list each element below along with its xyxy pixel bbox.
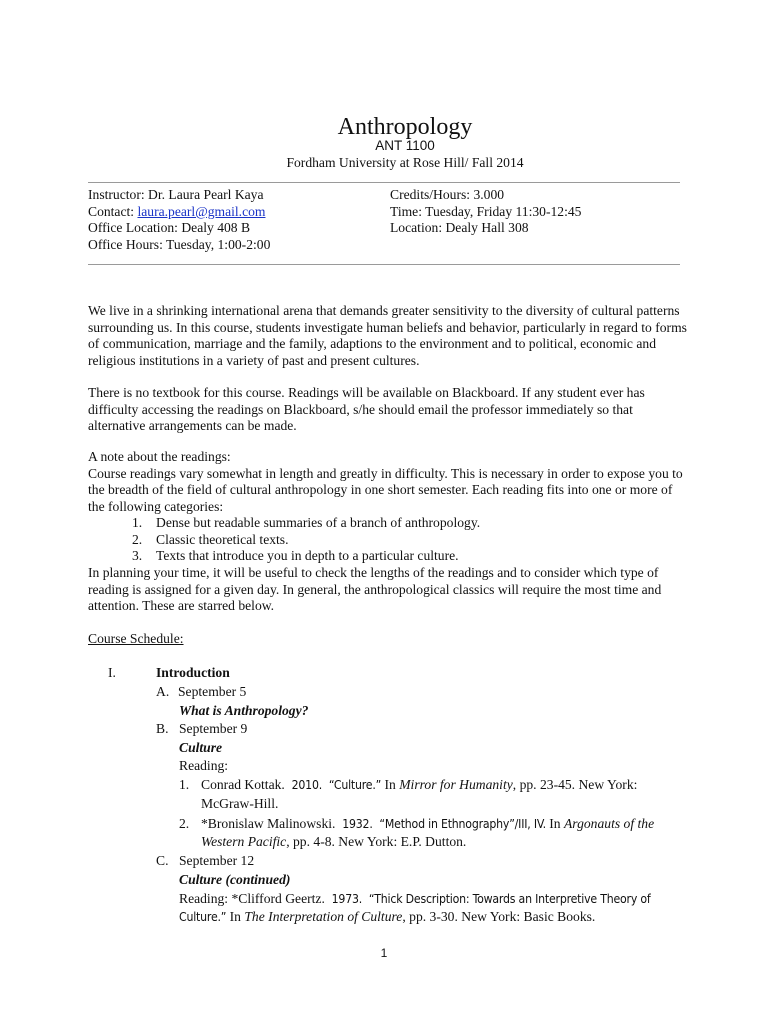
location-line: Location: Dealy Hall 308 (390, 220, 529, 236)
citation-author: Conrad Kottak. (201, 777, 285, 792)
citation-chapter-end: Culture.” (179, 910, 227, 924)
reading-number: 2. (179, 816, 190, 831)
readings-note-heading: A note about the readings: (88, 449, 231, 464)
list-text: Dense but readable summaries of a branch of anthropology. (156, 515, 481, 530)
item-date: September 9 (179, 721, 248, 736)
citation-author: Reading: *Clifford Geertz. (179, 891, 325, 906)
reading-number: 1. (179, 777, 190, 792)
citation-in: In (381, 777, 400, 792)
office-location-line: Office Location: Dealy 408 B (88, 220, 251, 236)
divider-top (88, 182, 680, 183)
item-date: September 12 (179, 853, 255, 868)
citation-chapter: “Thick Description: Towards an Interpretive Theory of (368, 892, 651, 906)
item-letter: B. (156, 721, 169, 736)
contact-label: Contact: (88, 203, 138, 219)
time-line: Time: Tuesday, Friday 11:30-12:45 (390, 203, 582, 219)
citation-continuation (201, 834, 466, 851)
citation-book-title: The Interpretation of Culture (244, 909, 403, 924)
readings-note-text: Course readings vary somewhat in length and greatly in difficulty. This is necessary in order to expose you to the breadth of the field of cultural anthropology in one short semester. Each reading fits into one or more of the following categories: (88, 465, 683, 514)
document-title: Anthropology (337, 114, 473, 140)
item-topic: Culture (continued) (179, 872, 291, 887)
item-date: September 5 (178, 684, 247, 699)
citation-year: 1973. (331, 892, 363, 906)
list-item (88, 548, 688, 565)
schedule-heading: Course Schedule: (88, 631, 184, 646)
item-letter: C. (156, 853, 169, 868)
citation-continuation: McGraw-Hill. (201, 796, 279, 811)
reading-citation (201, 777, 637, 794)
university-term: Fordham University at Rose Hill/ Fall 2014 (286, 155, 524, 170)
contact-email-link[interactable]: laura.pearl@gmail.com (137, 203, 266, 219)
list-number: 1. (132, 515, 143, 530)
list-item (88, 515, 688, 532)
reading-label: Reading: (179, 758, 229, 773)
citation-in: In (226, 909, 245, 924)
item-letter: A. (156, 684, 170, 699)
item-topic: Culture (179, 740, 223, 755)
office-hours-line: Office Hours: Tuesday, 1:00-2:00 (88, 236, 271, 252)
citation-chapter: “Method in Ethnography”/III, IV. (379, 817, 546, 831)
list-number: 2. (132, 531, 143, 547)
contact-line (88, 204, 270, 221)
citation-pages: , pp. 23-45. New York: (512, 777, 638, 792)
course-description: We live in a shrinking international arena that demands greater sensitivity to the diversity of cultural patterns surrounding us. In this course, students investigate human beliefs and behavior, particularly in regard to forms of communication, marriage and the family, adaptions to the environment and to political, economic and religious institutions in a variety of past and present cultures. (88, 303, 687, 368)
citation-year: 2010. (291, 778, 323, 792)
textbook-note: There is no textbook for this course. Readings will be available on Blackboard. If any student ever has difficulty accessing the readings on Blackboard, s/he should email the professor immediately so that alternative arrangements can be made. (88, 385, 645, 434)
section-title: Introduction (156, 665, 230, 680)
section-number: I. (108, 665, 116, 680)
info-left-column (88, 187, 270, 253)
page-number: 1 (380, 946, 388, 960)
citation-in: In (545, 816, 564, 831)
list-number: 3. (132, 548, 143, 564)
citation-book-title: Argonauts of the (564, 816, 655, 831)
list-item (88, 532, 688, 549)
list-text: Texts that introduce you in depth to a particular culture. (156, 548, 459, 564)
citation-year: 1932. (342, 817, 373, 831)
citation-continuation (179, 909, 595, 926)
reading-citation (201, 816, 654, 833)
item-topic: What is Anthropology? (179, 703, 309, 718)
citation-pages: , pp. 4-8. New York: E.P. Dutton. (286, 834, 467, 849)
citation-pages: , pp. 3-30. New York: Basic Books. (402, 909, 596, 924)
credits-line: Credits/Hours: 3.000 (390, 187, 505, 202)
readings-note (88, 449, 688, 515)
citation-author: *Bronislaw Malinowski. (201, 816, 336, 831)
list-text: Classic theoretical texts. (156, 531, 289, 547)
citation-book-title-cont: Western Pacific (201, 834, 287, 849)
divider-bottom (88, 264, 680, 265)
reading-citation (179, 891, 651, 908)
planning-note: In planning your time, it will be useful to check the lengths of the readings and to consider which type of reading is assigned for a given day. In general, the anthropological classics will require the most time and attention. These are starred below. (88, 565, 662, 614)
course-code: ANT 1100 (375, 138, 435, 153)
info-right-column (390, 187, 581, 237)
citation-chapter: “Culture.” (328, 778, 382, 792)
reading-categories-list (88, 515, 688, 565)
instructor-line: Instructor: Dr. Laura Pearl Kaya (88, 187, 264, 202)
citation-book-title: Mirror for Humanity (399, 777, 513, 792)
